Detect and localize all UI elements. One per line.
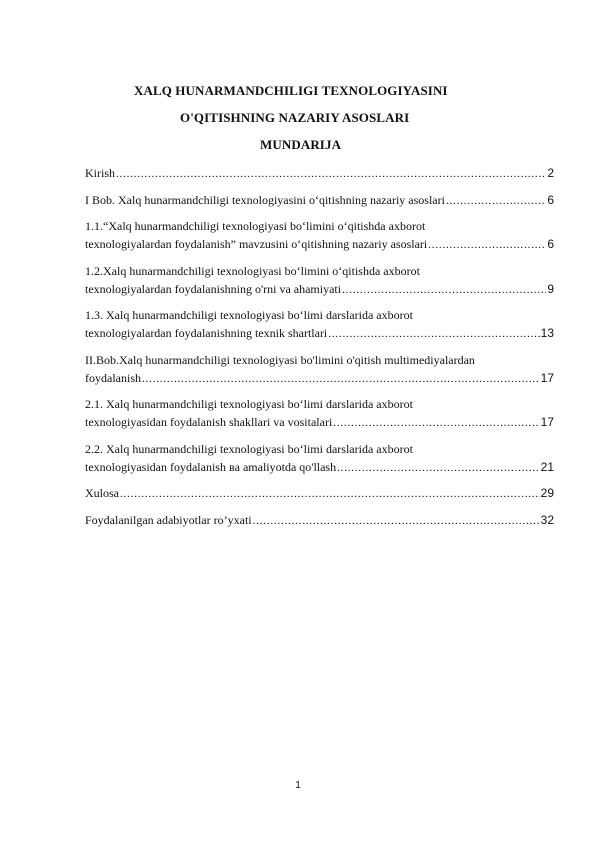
toc-dot-leader [428, 236, 546, 254]
toc-page-number: 32 [540, 512, 554, 527]
toc-dot-leader [446, 192, 546, 210]
toc-dot-leader [333, 414, 539, 432]
toc-page-number: 6 [547, 192, 554, 207]
toc-page-number: 13 [540, 326, 554, 340]
toc-entry-text: 1.3. Xalq hunarmandchiligi texnologiyasi bo‘limi darslarida axborot [85, 308, 413, 322]
toc-page-number: 17 [540, 370, 554, 385]
table-of-contents [85, 164, 554, 537]
toc-entry-text: foydalanish [85, 370, 141, 385]
toc-entry-line [85, 280, 554, 298]
toc-entry-line [85, 324, 554, 342]
toc-entry-text: 2.2. Xalq hunarmandchiligi texnologiyasi bo‘limi darslarida axborot [85, 441, 413, 456]
toc-entry[interactable] [85, 440, 554, 476]
toc-dot-leader [328, 325, 539, 343]
toc-page-number: 29 [540, 486, 554, 500]
toc-entry-line [85, 262, 554, 280]
toc-entry-line [85, 413, 554, 431]
toc-entry-line [85, 395, 554, 413]
toc-entry-line [85, 164, 554, 182]
toc-entry-line [85, 484, 554, 502]
toc-page-number: 17 [540, 415, 554, 429]
toc-entry-text: texnologiyalardan foydalanish” mavzusini o‘qitishning nazariy asoslari [85, 237, 428, 251]
toc-page-number: 21 [540, 459, 554, 474]
toc-entry-line [85, 458, 554, 476]
toc-page-number: 6 [547, 237, 554, 251]
toc-dot-leader [337, 459, 540, 477]
toc-entry-text: II.Bob.Xalq hunarmandchiligi texnologiyasi bo'limini o'qitish multimediyalardan [85, 352, 475, 367]
toc-entry-text: 1.2.Xalq hunarmandchiligi texnologiyasi bo‘limini o‘qitishda axborot [85, 263, 420, 278]
toc-entry-line [85, 440, 554, 458]
document-title-line-1: XALQ HUNARMANDCHILIGI TEXNOLOGIYASINI [134, 83, 448, 98]
toc-dot-leader [142, 370, 540, 388]
toc-entry-text: texnologiyasidan foydalanish вa amaliyotda qo'llash [85, 459, 337, 474]
toc-page-number: 9 [547, 281, 554, 296]
toc-entry-line [85, 235, 554, 253]
toc-entry[interactable] [85, 262, 554, 298]
toc-entry[interactable] [85, 191, 554, 209]
toc-dot-leader [116, 165, 546, 183]
contents-heading: MUNDARIJA [260, 137, 342, 152]
toc-entry-line [85, 369, 554, 387]
toc-dot-leader [120, 485, 540, 503]
toc-entry-line [85, 217, 554, 235]
toc-entry[interactable] [85, 511, 554, 529]
toc-entry-text: texnologiyasidan foydalanish shakllari va vositalari [85, 415, 333, 429]
toc-entry[interactable] [85, 395, 554, 431]
toc-entry-text: Kirish [85, 166, 115, 180]
toc-dot-leader [253, 512, 540, 530]
toc-entry-line [85, 511, 554, 529]
toc-entry-text: I Bob. Xalq hunarmandchiligi texnologiyasini o‘qitishning nazariy asoslari [85, 192, 445, 207]
toc-dot-leader [342, 281, 546, 299]
toc-entry-text: texnologiyalardan foydalanishning texnik shartlari [85, 326, 328, 340]
toc-entry[interactable] [85, 484, 554, 502]
toc-entry-text: Foydalanilgan adabiyotlar ro’yxati [85, 512, 252, 527]
toc-entry[interactable] [85, 306, 554, 342]
toc-entry-line [85, 191, 554, 209]
toc-entry[interactable] [85, 351, 554, 387]
toc-entry-text: 1.1.“Xalq hunarmandchiligi texnologiyasi bo‘limini o‘qitishda axborot [85, 219, 426, 233]
toc-page-number: 2 [547, 166, 554, 180]
toc-entry-text: texnologiyalardan foydalanishning o'rni va ahamiyati [85, 281, 342, 296]
toc-entry[interactable] [85, 164, 554, 182]
toc-entry-text: Xulosa [85, 486, 119, 500]
page-number: 1 [295, 780, 301, 791]
toc-entry-line [85, 351, 554, 369]
toc-entry-line [85, 306, 554, 324]
document-title-line-2: O'QITISHNING NAZARIY ASOSLARI [180, 110, 410, 125]
toc-entry[interactable] [85, 217, 554, 253]
toc-entry-text: 2.1. Xalq hunarmandchiligi texnologiyasi bo‘limi darslarida axborot [85, 397, 413, 411]
